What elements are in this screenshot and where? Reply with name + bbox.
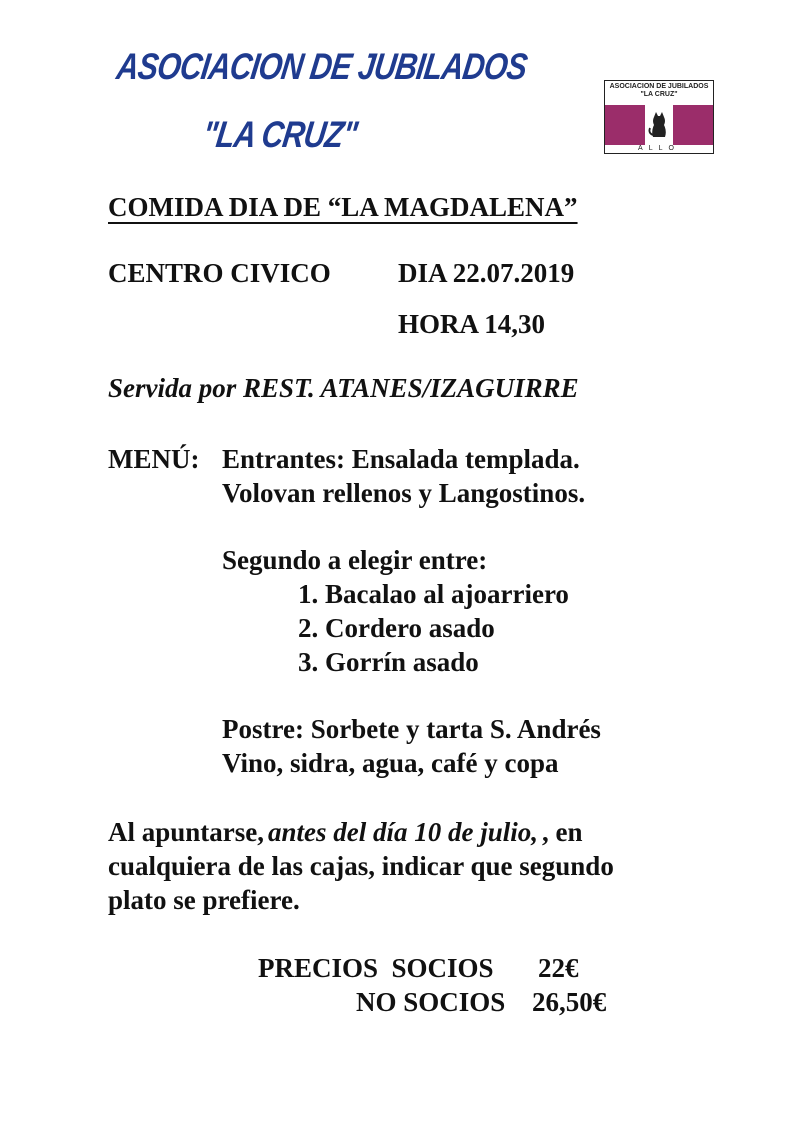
- logo-color-block-left: [605, 105, 645, 145]
- note-part1: Al apuntarse,: [108, 817, 265, 847]
- event-date: DIA 22.07.2019: [398, 258, 575, 288]
- price-members-value: 22€: [538, 953, 579, 983]
- event-time: HORA 14,30: [398, 309, 546, 339]
- logo-town: ALLO: [638, 145, 680, 152]
- menu-option-1: 1. Bacalao al ajoarriero: [298, 579, 569, 609]
- note-line2: cualquiera de las cajas, indicar que segundo: [108, 851, 614, 881]
- menu-option-2: 2. Cordero asado: [298, 613, 495, 643]
- menu-label: MENÚ:: [108, 444, 200, 474]
- menu-dessert: Postre: Sorbete y tarta S. Andrés: [222, 714, 601, 744]
- menu-starters-line1: Entrantes: Ensalada templada.: [222, 444, 580, 474]
- price-members-label: PRECIOS SOCIOS: [258, 953, 494, 983]
- logo-color-block-right: [673, 105, 713, 145]
- association-logo: [604, 80, 714, 154]
- menu-drinks: Vino, sidra, agua, café y copa: [222, 748, 559, 778]
- note-part3: , en: [542, 817, 583, 847]
- menu-option-3: 3. Gorrín asado: [298, 647, 479, 677]
- cat-icon: [645, 105, 673, 145]
- price-non-members-value: 26,50€: [532, 987, 607, 1017]
- note-line3: plato se prefiere.: [108, 885, 300, 915]
- event-title: COMIDA DIA DE “LA MAGDALENA”: [108, 192, 578, 222]
- menu-second-intro: Segundo a elegir entre:: [222, 545, 488, 575]
- logo-band: [605, 105, 713, 145]
- note-deadline: antes del día 10 de julio,: [268, 817, 539, 847]
- menu-starters-line2: Volovan rellenos y Langostinos.: [222, 478, 586, 508]
- logo-caption: [605, 83, 713, 99]
- event-venue: CENTRO CIVICO: [108, 258, 331, 288]
- served-by: Servida por REST. ATANES/IZAGUIRRE: [108, 373, 579, 403]
- logo-caption-line2: "LA CRUZ": [640, 91, 678, 98]
- price-non-members-label: NO SOCIOS: [356, 987, 506, 1017]
- logo-caption-line1: ASOCIACION DE JUBILADOS: [609, 83, 709, 90]
- association-name: ASOCIACION DE JUBILADOS: [114, 46, 530, 87]
- note-line1: [108, 817, 583, 848]
- association-subname: "LA CRUZ": [200, 114, 360, 155]
